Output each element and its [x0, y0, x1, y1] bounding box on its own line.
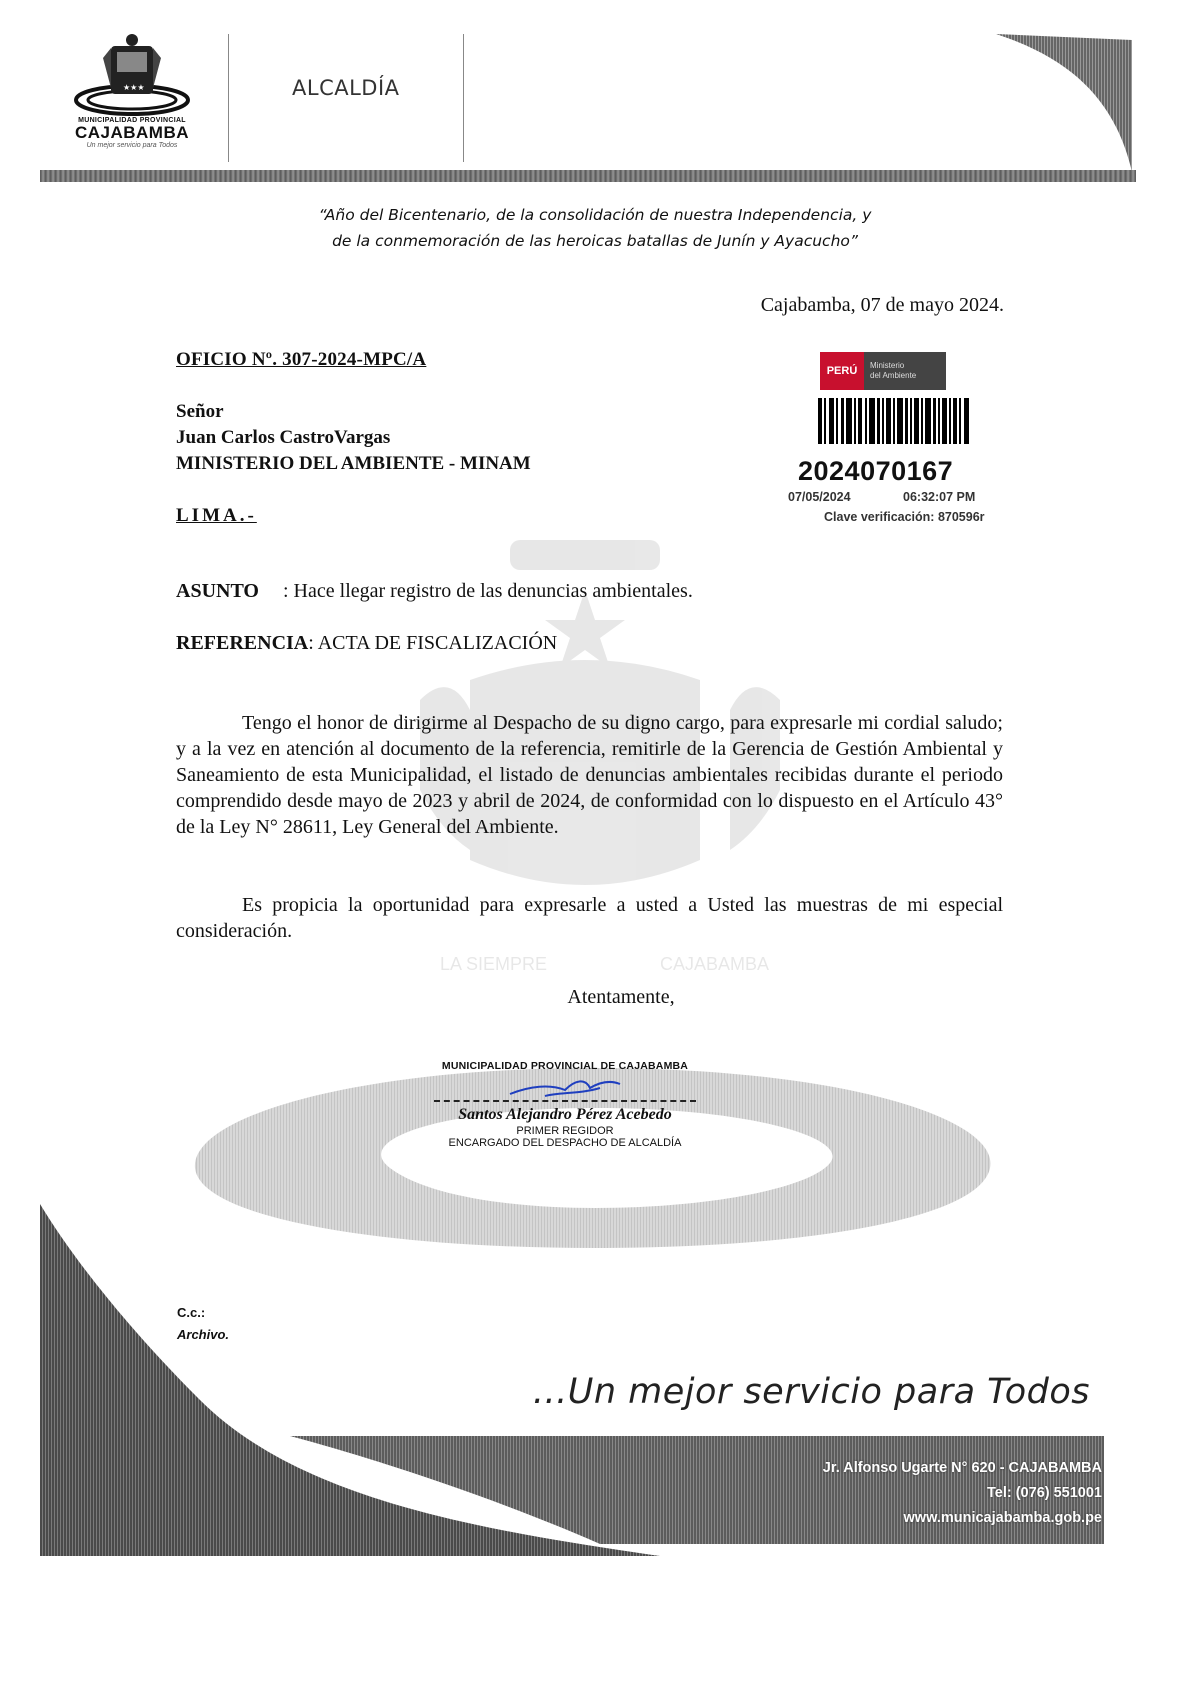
subject-line — [176, 580, 693, 603]
footer-phone: Tel: (076) 551001 — [987, 1485, 1102, 1501]
ministry-label-line: Ministerio — [870, 361, 905, 370]
ministry-label — [864, 361, 916, 381]
signer-role: ENCARGADO DEL DESPACHO DE ALCALDÍA — [448, 1137, 682, 1149]
subject-label: ASUNTO — [176, 580, 259, 602]
header-divider — [463, 34, 464, 162]
barcode-icon — [818, 398, 970, 444]
reference-text: : ACTA DE FISCALIZACIÓN — [308, 632, 558, 654]
logo-slogan: Un mejor servicio para Todos — [86, 142, 178, 149]
document-date: Cajabamba, 07 de mayo 2024. — [760, 294, 1004, 316]
stamp-number: 2024070167 — [798, 456, 954, 486]
header-divider — [228, 34, 229, 162]
signature-line — [434, 1100, 696, 1102]
cc-label: C.c.: — [177, 1305, 206, 1320]
watermark-text: CAJABAMBA — [660, 954, 770, 974]
watermark-text: LA SIEMPRE — [440, 954, 548, 974]
peru-label: PERÚ — [820, 352, 864, 390]
subject-text: : Hace llegar registro de las denuncias ambientales. — [283, 580, 693, 602]
signature-block — [420, 1060, 710, 1149]
stamp-time: 06:32:07 PM — [903, 490, 976, 504]
motto-line: “Año del Bicentenario, de la consolidación de nuestra Independencia, y — [318, 206, 872, 224]
reference-line — [176, 632, 557, 655]
header-band — [40, 170, 1136, 182]
reference-label: REFERENCIA — [176, 632, 309, 654]
cc-item: Archivo. — [177, 1327, 230, 1342]
body-paragraph: Es propicia la oportunidad para expresarle a usted a Usted las muestras de mi especial consideración. — [176, 894, 1003, 942]
recipient-salutation: Señor — [176, 401, 224, 422]
closing-line: Atentamente, — [567, 986, 675, 1008]
oficio-number: OFICIO Nº. 307-2024-MPC/A — [176, 349, 427, 370]
recipient-block — [176, 399, 531, 477]
recipient-entity: MINISTERIO DEL AMBIENTE - MINAM — [176, 453, 531, 474]
ministry-label-line: del Ambiente — [870, 371, 917, 380]
motto-line: de la conmemoración de las heroicas batallas de Junín y Ayacucho” — [332, 232, 858, 250]
recipient-name: Juan Carlos CastroVargas — [176, 427, 391, 448]
footer-website[interactable]: www.municajabamba.gob.pe — [903, 1510, 1102, 1526]
stamp-date: 07/05/2024 — [788, 490, 851, 504]
footer-contact — [823, 1456, 1102, 1531]
year-motto — [0, 202, 1190, 254]
signature-organization: MUNICIPALIDAD PROVINCIAL DE CAJABAMBA — [441, 1060, 689, 1072]
signer-name: Santos Alejandro Pérez Acebedo — [458, 1106, 672, 1123]
signature-scribble — [505, 1074, 625, 1100]
stamp-verification-key: Clave verificación: 870596r — [824, 510, 985, 524]
svg-text:★★★: ★★★ — [123, 83, 145, 92]
municipality-logo — [62, 28, 202, 168]
header-title: ALCALDÍA — [292, 76, 400, 100]
footer-slogan: ...Un mejor servicio para Todos — [532, 1372, 1090, 1412]
body-paragraph: Tengo el honor de dirigirme al Despacho de su digno cargo, para expresarle mi cordial saludo; y a la vez en atención al documento de la referencia, remitirle de la Gerencia de Gestión Ambiental y Saneamiento de esta Municipalidad, el listado de denuncias ambientales recibidas durante el periodo comprendido desde mayo de 2023 y abril de 2024, de conformidad con lo dispuesto en el Artículo 43° de la Ley N° 28611, Ley General del Ambiente. — [176, 712, 1003, 838]
signer-role: PRIMER REGIDOR — [516, 1125, 614, 1137]
ministry-logo — [820, 352, 946, 390]
footer-address: Jr. Alfonso Ugarte N° 620 - CAJABAMBA — [822, 1460, 1102, 1476]
reception-stamp — [788, 352, 1028, 532]
logo-subtitle: MUNICIPALIDAD PROVINCIAL — [78, 117, 186, 124]
logo-name: CAJABAMBA — [74, 123, 190, 142]
recipient-city: LIMA.- — [176, 505, 257, 526]
coat-of-arms-icon — [73, 28, 191, 116]
corner-decoration — [996, 34, 1136, 174]
